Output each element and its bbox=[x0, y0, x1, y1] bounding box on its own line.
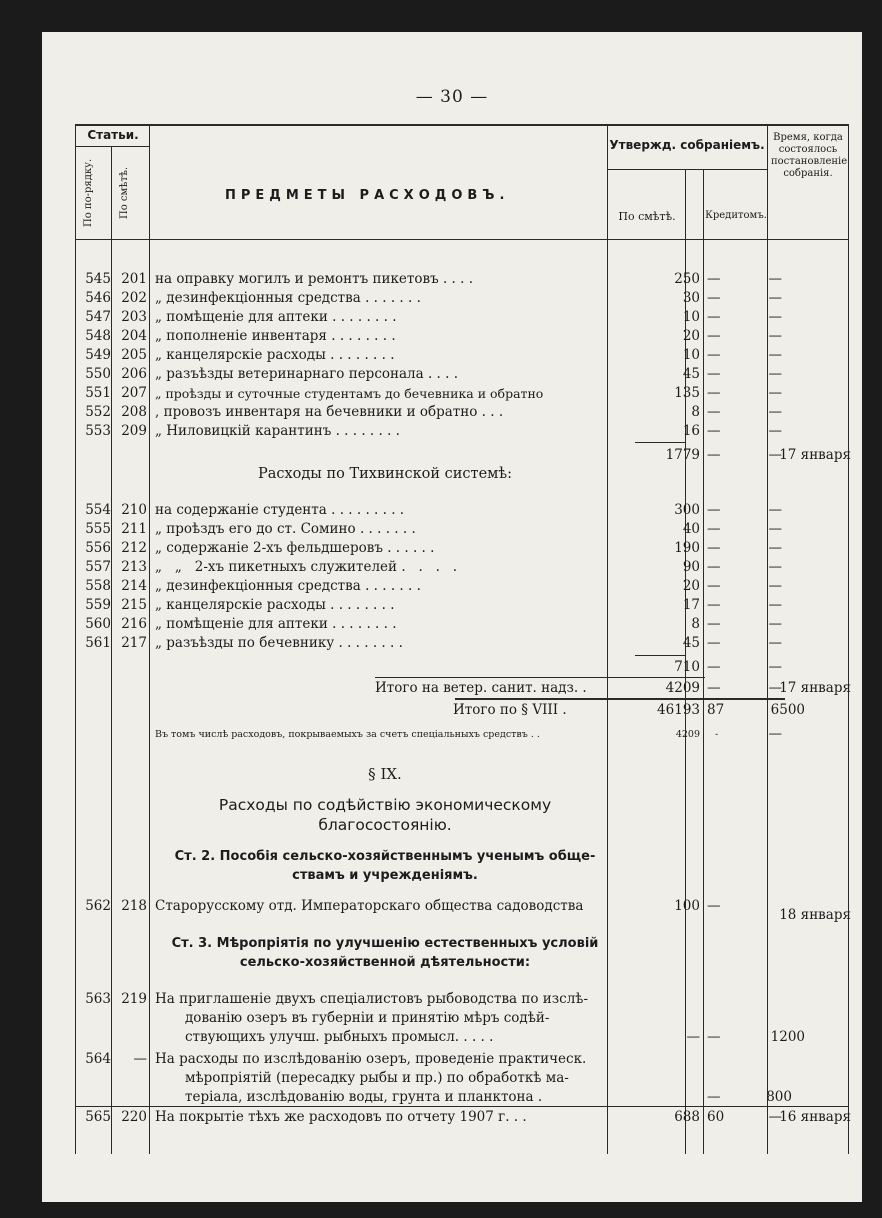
row-credit: — bbox=[768, 540, 782, 556]
row-kop: — bbox=[707, 578, 721, 594]
time-header: Время, когда состоялось постановленіе собранія. bbox=[771, 132, 848, 179]
special-note-kop: - bbox=[715, 729, 719, 740]
table-row bbox=[75, 365, 849, 384]
row-kop: — bbox=[707, 540, 721, 556]
document-page bbox=[42, 32, 862, 1202]
row-kop: — bbox=[707, 290, 721, 306]
row-kop: — bbox=[707, 898, 721, 914]
row-kop: 60 bbox=[707, 1109, 725, 1125]
description-line: На расходы по изслѣдованію озеръ, проведеніе практическ. bbox=[155, 1051, 587, 1067]
row-estimate-num: 208 bbox=[121, 404, 147, 420]
row-credit: — bbox=[768, 597, 782, 613]
row-564-amounts bbox=[75, 1088, 849, 1107]
row-credit: 1200 bbox=[770, 1029, 805, 1045]
st3-heading-line2: сельско-хозяйственной дѣятельности: bbox=[239, 955, 531, 970]
row-estimate-num: 203 bbox=[121, 309, 147, 325]
row-kop: — bbox=[707, 404, 721, 420]
row-credit: — bbox=[768, 328, 782, 344]
subtotal-b-credit: — bbox=[768, 659, 782, 675]
row-num: 552 bbox=[85, 404, 111, 420]
row-estimate-num: 204 bbox=[121, 328, 147, 344]
table-row bbox=[75, 422, 849, 441]
header-bottom-rule bbox=[75, 239, 849, 240]
row-562-date bbox=[75, 906, 849, 925]
row-sum: 8 bbox=[691, 616, 700, 632]
table-row bbox=[75, 270, 849, 289]
total-vet-row bbox=[75, 679, 849, 698]
row-num: 555 bbox=[85, 521, 111, 537]
row-description: „ проѣзды и суточные студентамъ до бечевника и обратно bbox=[155, 386, 544, 401]
subtotal-b-rule bbox=[635, 655, 685, 656]
by-order-header: По по-рядку. bbox=[83, 158, 94, 228]
row-sum: 16 bbox=[682, 423, 700, 439]
row-kop: — bbox=[707, 521, 721, 537]
row-estimate-num: 202 bbox=[121, 290, 147, 306]
row-credit: — bbox=[768, 366, 782, 382]
total-vet-credit: — bbox=[768, 680, 782, 696]
section-ix-title-line1: Расходы по содѣйствію экономическому bbox=[218, 796, 552, 814]
row-num: 545 bbox=[85, 271, 111, 287]
description-line: мѣропріятій (пересадку рыбы и пр.) по обработкѣ ма- bbox=[185, 1070, 569, 1086]
table-row bbox=[75, 1108, 849, 1127]
row-estimate-num: 210 bbox=[121, 502, 147, 518]
row-credit: — bbox=[768, 404, 782, 420]
table-row bbox=[75, 596, 849, 615]
row-description: „ разъѣзды по бечевнику . . . . . . . . bbox=[155, 635, 403, 651]
row-estimate-num: 207 bbox=[121, 385, 147, 401]
total-viii-sum: 46193 bbox=[657, 702, 700, 718]
row-kop: — bbox=[707, 1089, 721, 1105]
description-line: дованію озеръ въ губерніи и принятію мѣръ содѣй- bbox=[185, 1010, 550, 1026]
articles-rule bbox=[75, 146, 149, 147]
expense-table bbox=[75, 124, 849, 1154]
row-num: 548 bbox=[85, 328, 111, 344]
row-num: 563 bbox=[85, 991, 111, 1007]
row-num: 553 bbox=[85, 423, 111, 439]
row-description: , провозъ инвентаря на бечевники и обратно . . . bbox=[155, 404, 504, 420]
row-estimate-num: 220 bbox=[121, 1109, 147, 1125]
row-num: 560 bbox=[85, 616, 111, 632]
total-rule-2 bbox=[455, 698, 785, 700]
description-line: теріала, изслѣдованію воды, грунта и планктона . bbox=[185, 1089, 543, 1105]
row-description: „ канцелярскіе расходы . . . . . . . . bbox=[155, 597, 395, 613]
description-line: ствующихъ улучш. рыбныхъ промысл. . . . . bbox=[185, 1029, 494, 1045]
total-vet-date: 17 января bbox=[779, 680, 851, 696]
st2-heading-line2: ствамъ и учрежденіямъ. bbox=[292, 868, 478, 883]
row-sum: 100 bbox=[674, 898, 700, 914]
row-num: 546 bbox=[85, 290, 111, 306]
total-vet-label: Итого на ветер. санит. надз. . bbox=[375, 680, 587, 696]
row-kop: — bbox=[707, 635, 721, 651]
total-vet-sum: 4209 bbox=[665, 680, 700, 696]
tikhvin-heading: Расходы по Тихвинской системѣ: bbox=[257, 466, 513, 482]
table-row bbox=[75, 403, 849, 422]
subtotal-a-sum: 1779 bbox=[665, 447, 700, 463]
row-credit: — bbox=[768, 502, 782, 518]
row-credit: — bbox=[768, 347, 782, 363]
row-565-top-rule bbox=[75, 1106, 849, 1107]
row-description: „ помѣщеніе для аптеки . . . . . . . . bbox=[155, 309, 397, 325]
row-estimate-num: 209 bbox=[121, 423, 147, 439]
table-row bbox=[75, 346, 849, 365]
table-row bbox=[75, 501, 849, 520]
row-description: „ пополненіе инвентаря . . . . . . . . bbox=[155, 328, 396, 344]
approved-rule bbox=[607, 169, 767, 170]
articles-header: Статьи. bbox=[87, 128, 139, 142]
row-description: „ „ 2-хъ пикетныхъ служителей . . . . bbox=[155, 559, 458, 575]
row-kop: — bbox=[707, 423, 721, 439]
table-row bbox=[75, 634, 849, 653]
row-credit: — bbox=[768, 521, 782, 537]
subtotal-b-sum: 710 bbox=[674, 659, 700, 675]
row-estimate-num: 219 bbox=[121, 991, 147, 1007]
row-description: „ разъѣзды ветеринарнаго персонала . . . . bbox=[155, 366, 459, 382]
row-sum: 10 bbox=[682, 347, 700, 363]
row-num: 558 bbox=[85, 578, 111, 594]
row-kop: — bbox=[707, 597, 721, 613]
row-sum: 20 bbox=[682, 328, 700, 344]
subtotal-a-row bbox=[75, 446, 849, 465]
row-num: 562 bbox=[85, 898, 111, 914]
row-kop: — bbox=[707, 1029, 721, 1045]
row-credit: — bbox=[768, 559, 782, 575]
row-sum: 10 bbox=[682, 309, 700, 325]
section-ix-title-line2: благосостоянію. bbox=[318, 816, 452, 834]
subtotal-a-kop: — bbox=[707, 447, 721, 463]
row-estimate-num: 218 bbox=[121, 898, 147, 914]
row-estimate-num: 201 bbox=[121, 271, 147, 287]
row-num: 547 bbox=[85, 309, 111, 325]
row-estimate-num: 206 bbox=[121, 366, 147, 382]
row-sum: 45 bbox=[682, 366, 700, 382]
row-563-amounts bbox=[75, 1028, 849, 1047]
row-num: 565 bbox=[85, 1109, 111, 1125]
row-description: „ помѣщеніе для аптеки . . . . . . . . bbox=[155, 616, 397, 632]
row-credit: — bbox=[768, 635, 782, 651]
row-kop: — bbox=[707, 366, 721, 382]
row-description: На покрытіе тѣхъ же расходовъ по отчету 1907 г. . . bbox=[155, 1109, 527, 1125]
approved-header: Утвержд. собраніемъ. bbox=[609, 138, 765, 152]
row-sum: 8 bbox=[691, 404, 700, 420]
row-credit: — bbox=[768, 290, 782, 306]
st3-heading-line1: Ст. 3. Мѣропріятія по улучшенію естественныхъ условій bbox=[171, 936, 599, 951]
row-num: 561 bbox=[85, 635, 111, 651]
row-sum: 45 bbox=[682, 635, 700, 651]
row-description: „ содержаніе 2-хъ фельдшеровъ . . . . . . bbox=[155, 540, 435, 556]
row-estimate-num: 212 bbox=[121, 540, 147, 556]
row-estimate-num: 205 bbox=[121, 347, 147, 363]
row-sum: 135 bbox=[674, 385, 700, 401]
by-smeta-header: По смѣтѣ. bbox=[618, 210, 676, 223]
row-kop: — bbox=[707, 309, 721, 325]
row-num: 557 bbox=[85, 559, 111, 575]
special-note-row bbox=[75, 725, 849, 744]
row-kop: — bbox=[707, 271, 721, 287]
total-viii-credit: 6500 bbox=[770, 702, 805, 718]
row-credit: — bbox=[768, 578, 782, 594]
row-kop: — bbox=[707, 347, 721, 363]
row-estimate-num: 215 bbox=[121, 597, 147, 613]
row-num: 559 bbox=[85, 597, 111, 613]
row-estimate-num: 213 bbox=[121, 559, 147, 575]
table-row bbox=[75, 577, 849, 596]
row-description: „ дезинфекціонныя средства . . . . . . . bbox=[155, 290, 421, 306]
table-row bbox=[75, 558, 849, 577]
row-description: „ дезинфекціонныя средства . . . . . . . bbox=[155, 578, 421, 594]
row-credit: — bbox=[768, 385, 782, 401]
row-description: на оправку могилъ и ремонтъ пикетовъ . . . . bbox=[155, 271, 474, 287]
total-viii-kop: 87 bbox=[707, 702, 725, 718]
row-sum: 250 bbox=[674, 271, 700, 287]
subtotal-b-kop: — bbox=[707, 659, 721, 675]
special-note-label: Въ томъ числѣ расходовъ, покрываемыхъ за счетъ спеціальныхъ средствъ . . bbox=[155, 729, 540, 740]
row-sum: 90 bbox=[682, 559, 700, 575]
row-num: 556 bbox=[85, 540, 111, 556]
subtotal-a-rule bbox=[635, 442, 685, 443]
special-note-sum: 4209 bbox=[675, 729, 700, 740]
row-credit: — bbox=[768, 1109, 782, 1125]
row-credit: — bbox=[768, 616, 782, 632]
row-num: 550 bbox=[85, 366, 111, 382]
row-kop: — bbox=[707, 328, 721, 344]
row-sum: 20 bbox=[682, 578, 700, 594]
row-num: 564 bbox=[85, 1051, 111, 1067]
row-sum: 300 bbox=[674, 502, 700, 518]
row-date: 16 января bbox=[779, 1109, 851, 1125]
row-credit: — bbox=[768, 309, 782, 325]
subtotal-b-row bbox=[75, 658, 849, 677]
section-ix-label: § IX. bbox=[368, 765, 402, 783]
row-num: 551 bbox=[85, 385, 111, 401]
row-num: 554 bbox=[85, 502, 111, 518]
table-row bbox=[75, 615, 849, 634]
table-row bbox=[75, 308, 849, 327]
page-number: — 30 — bbox=[415, 87, 489, 107]
st2-heading-line1: Ст. 2. Пособія сельско-хозяйственнымъ ученымъ обще- bbox=[174, 849, 596, 864]
row-num: 549 bbox=[85, 347, 111, 363]
row-credit: 800 bbox=[766, 1089, 792, 1105]
subtotal-a-date: 17 января bbox=[779, 447, 851, 463]
row-description: „ Ниловицкій карантинъ . . . . . . . . bbox=[155, 423, 400, 439]
row-credit: — bbox=[768, 271, 782, 287]
table-row bbox=[75, 384, 849, 403]
table-row bbox=[75, 520, 849, 539]
table-row bbox=[75, 539, 849, 558]
row-credit: — bbox=[768, 423, 782, 439]
row-kop: — bbox=[707, 385, 721, 401]
total-vet-kop: — bbox=[707, 680, 721, 696]
row-description: на содержаніе студента . . . . . . . . . bbox=[155, 502, 405, 518]
subtotal-a-credit: — bbox=[768, 447, 782, 463]
row-sum: 40 bbox=[682, 521, 700, 537]
table-row bbox=[75, 289, 849, 308]
subjects-header: ПРЕДМЕТЫ РАСХОДОВЪ. bbox=[225, 188, 510, 203]
special-note-credit: — bbox=[768, 726, 782, 742]
row-description: „ канцелярскіе расходы . . . . . . . . bbox=[155, 347, 395, 363]
credit-header: Кредитомъ. bbox=[705, 210, 767, 221]
row-estimate-num: 217 bbox=[121, 635, 147, 651]
row-sum: 190 bbox=[674, 540, 700, 556]
row-description: Старорусскому отд. Императорскаго общества садоводства bbox=[155, 898, 584, 914]
row-sum: 30 bbox=[682, 290, 700, 306]
total-viii-label: Итого по § VIII . bbox=[453, 702, 567, 718]
row-kop: — bbox=[707, 616, 721, 632]
row-sum: — bbox=[686, 1029, 700, 1045]
row-sum: 17 bbox=[682, 597, 700, 613]
row-estimate-num: — bbox=[133, 1051, 147, 1067]
row-description: „ проѣздъ его до ст. Сомино . . . . . . . bbox=[155, 521, 416, 537]
row-kop: — bbox=[707, 559, 721, 575]
row-date: 18 января bbox=[779, 907, 851, 923]
table-top-rule bbox=[75, 124, 849, 126]
row-sum: 688 bbox=[674, 1109, 700, 1125]
by-estimate-header: По смѣтѣ. bbox=[119, 166, 130, 220]
total-viii-row bbox=[75, 701, 849, 720]
row-estimate-num: 214 bbox=[121, 578, 147, 594]
table-row bbox=[75, 327, 849, 346]
row-kop: — bbox=[707, 502, 721, 518]
description-line: На приглашеніе двухъ спеціалистовъ рыбоводства по изслѣ- bbox=[155, 991, 589, 1007]
row-estimate-num: 216 bbox=[121, 616, 147, 632]
total-rule-1 bbox=[375, 677, 705, 678]
row-estimate-num: 211 bbox=[121, 521, 147, 537]
